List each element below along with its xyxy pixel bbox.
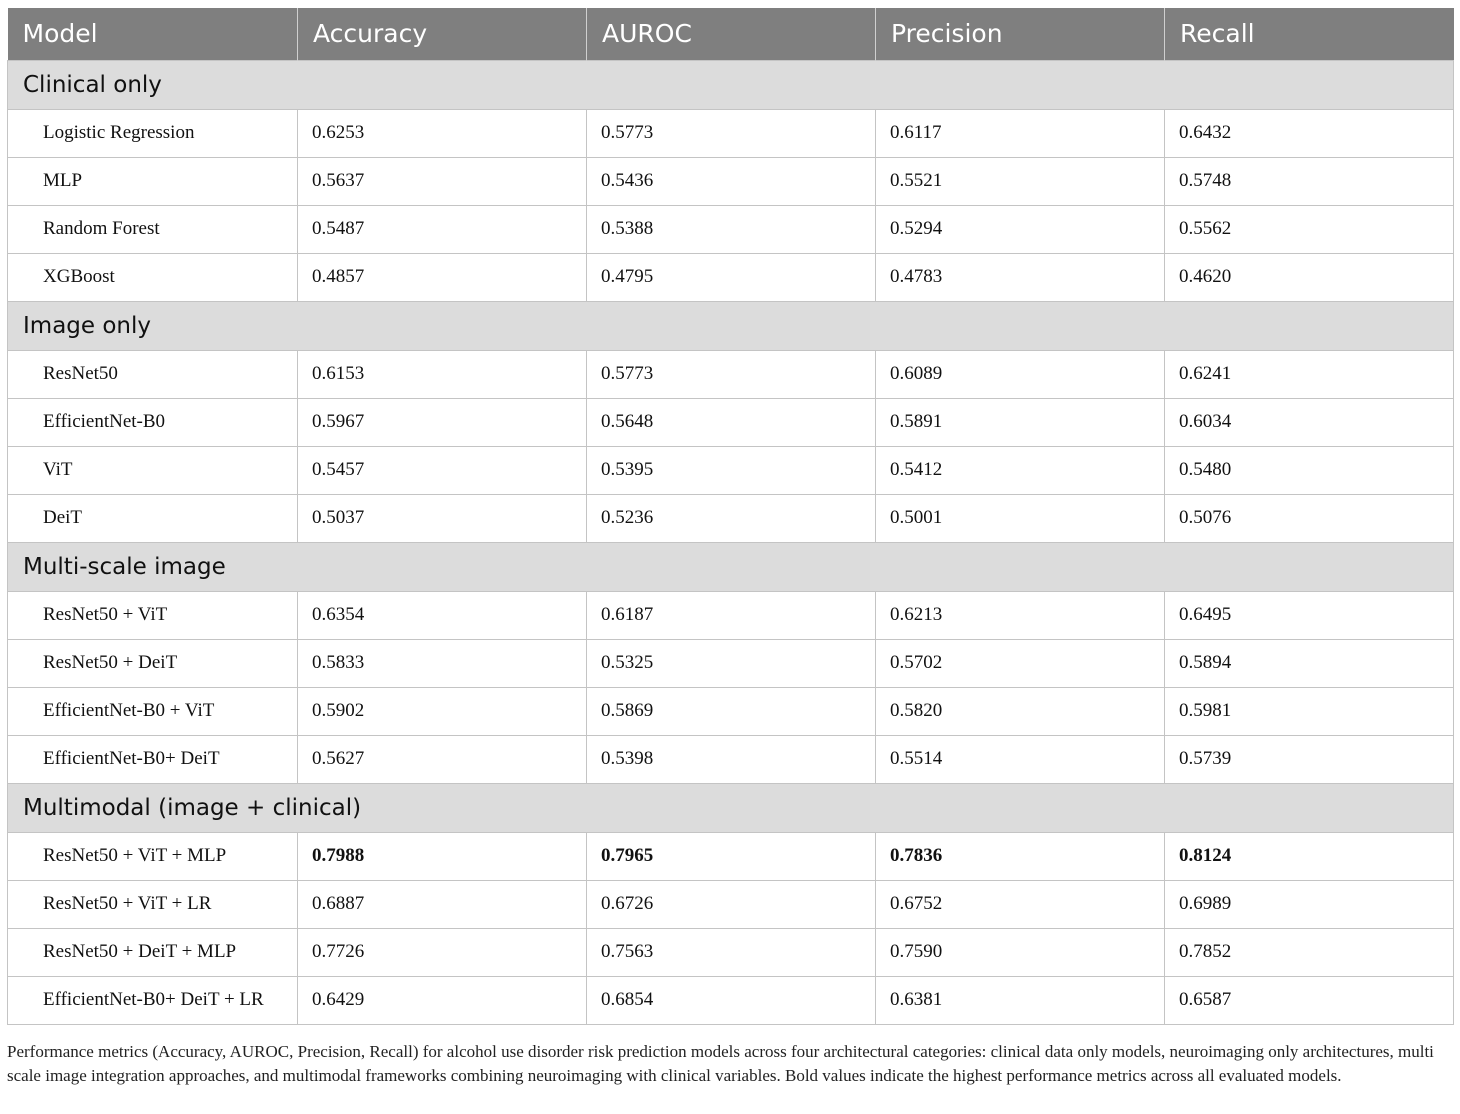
recall-cell: 0.6432 [1165, 109, 1454, 157]
group-row [8, 60, 1454, 109]
auroc-cell: 0.5773 [587, 350, 876, 398]
auroc-cell: 0.6726 [587, 880, 876, 928]
accuracy-cell: 0.5967 [298, 398, 587, 446]
accuracy-cell: 0.6354 [298, 591, 587, 639]
recall-cell: 0.5076 [1165, 494, 1454, 542]
group-label: Image only [8, 301, 1454, 350]
model-name-cell: ResNet50 + DeiT [8, 639, 298, 687]
auroc-cell: 0.5395 [587, 446, 876, 494]
model-name-cell: Random Forest [8, 205, 298, 253]
model-name-cell: EfficientNet-B0 [8, 398, 298, 446]
auroc-cell: 0.7965 [587, 832, 876, 880]
model-name-cell: ResNet50 [8, 350, 298, 398]
table-row [8, 591, 1454, 639]
auroc-cell: 0.5648 [587, 398, 876, 446]
precision-cell: 0.5412 [876, 446, 1165, 494]
precision-cell: 0.6213 [876, 591, 1165, 639]
recall-cell: 0.7852 [1165, 928, 1454, 976]
group-label: Clinical only [8, 60, 1454, 109]
table-row [8, 976, 1454, 1024]
accuracy-cell: 0.7988 [298, 832, 587, 880]
model-name-cell: MLP [8, 157, 298, 205]
recall-cell: 0.6495 [1165, 591, 1454, 639]
precision-cell: 0.5514 [876, 735, 1165, 783]
table-header [8, 8, 1454, 60]
accuracy-cell: 0.5637 [298, 157, 587, 205]
table-row [8, 350, 1454, 398]
accuracy-cell: 0.7726 [298, 928, 587, 976]
table-row [8, 639, 1454, 687]
model-name-cell: EfficientNet-B0+ DeiT [8, 735, 298, 783]
model-name-cell: ResNet50 + ViT [8, 591, 298, 639]
precision-cell: 0.7836 [876, 832, 1165, 880]
auroc-cell: 0.6187 [587, 591, 876, 639]
auroc-cell: 0.5436 [587, 157, 876, 205]
auroc-cell: 0.5869 [587, 687, 876, 735]
accuracy-cell: 0.5627 [298, 735, 587, 783]
accuracy-cell: 0.6253 [298, 109, 587, 157]
group-row [8, 301, 1454, 350]
column-header-auroc: AUROC [587, 8, 876, 60]
precision-cell: 0.5294 [876, 205, 1165, 253]
precision-cell: 0.6381 [876, 976, 1165, 1024]
table-row [8, 494, 1454, 542]
recall-cell: 0.4620 [1165, 253, 1454, 301]
table-row [8, 832, 1454, 880]
table-row [8, 446, 1454, 494]
accuracy-cell: 0.5902 [298, 687, 587, 735]
accuracy-cell: 0.5037 [298, 494, 587, 542]
precision-cell: 0.5001 [876, 494, 1165, 542]
table-row [8, 109, 1454, 157]
recall-cell: 0.5562 [1165, 205, 1454, 253]
precision-cell: 0.4783 [876, 253, 1165, 301]
accuracy-cell: 0.4857 [298, 253, 587, 301]
precision-cell: 0.6089 [876, 350, 1165, 398]
model-name-cell: Logistic Regression [8, 109, 298, 157]
precision-cell: 0.6752 [876, 880, 1165, 928]
table-row [8, 735, 1454, 783]
auroc-cell: 0.5325 [587, 639, 876, 687]
table-row [8, 157, 1454, 205]
auroc-cell: 0.4795 [587, 253, 876, 301]
recall-cell: 0.6989 [1165, 880, 1454, 928]
recall-cell: 0.8124 [1165, 832, 1454, 880]
table-row [8, 880, 1454, 928]
model-name-cell: DeiT [8, 494, 298, 542]
recall-cell: 0.6241 [1165, 350, 1454, 398]
precision-cell: 0.5820 [876, 687, 1165, 735]
group-row [8, 542, 1454, 591]
recall-cell: 0.5894 [1165, 639, 1454, 687]
recall-cell: 0.5480 [1165, 446, 1454, 494]
precision-cell: 0.5702 [876, 639, 1165, 687]
column-header-precision: Precision [876, 8, 1165, 60]
column-header-model: Model [8, 8, 298, 60]
accuracy-cell: 0.6153 [298, 350, 587, 398]
accuracy-cell: 0.6429 [298, 976, 587, 1024]
group-label: Multi-scale image [8, 542, 1454, 591]
recall-cell: 0.6587 [1165, 976, 1454, 1024]
model-name-cell: EfficientNet-B0+ DeiT + LR [8, 976, 298, 1024]
results-table-container [7, 8, 1453, 1025]
recall-cell: 0.6034 [1165, 398, 1454, 446]
model-name-cell: ResNet50 + ViT + MLP [8, 832, 298, 880]
model-name-cell: EfficientNet-B0 + ViT [8, 687, 298, 735]
table-row [8, 928, 1454, 976]
precision-cell: 0.5521 [876, 157, 1165, 205]
model-name-cell: ViT [8, 446, 298, 494]
model-name-cell: ResNet50 + ViT + LR [8, 880, 298, 928]
table-row [8, 253, 1454, 301]
accuracy-cell: 0.5833 [298, 639, 587, 687]
column-header-accuracy: Accuracy [298, 8, 587, 60]
recall-cell: 0.5748 [1165, 157, 1454, 205]
group-label: Multimodal (image + clinical) [8, 783, 1454, 832]
recall-cell: 0.5981 [1165, 687, 1454, 735]
results-table [7, 8, 1454, 1025]
model-name-cell: ResNet50 + DeiT + MLP [8, 928, 298, 976]
group-row [8, 783, 1454, 832]
auroc-cell: 0.7563 [587, 928, 876, 976]
auroc-cell: 0.5773 [587, 109, 876, 157]
header-row [8, 8, 1454, 60]
auroc-cell: 0.5236 [587, 494, 876, 542]
auroc-cell: 0.5398 [587, 735, 876, 783]
precision-cell: 0.6117 [876, 109, 1165, 157]
precision-cell: 0.5891 [876, 398, 1165, 446]
recall-cell: 0.5739 [1165, 735, 1454, 783]
table-row [8, 687, 1454, 735]
table-caption: Performance metrics (Accuracy, AUROC, Precision, Recall) for alcohol use disorder risk prediction models across four architectural categories: clinical data only models, neuroimaging only architectures, multi scale image integration approaches, and multimodal frameworks combining neuroimaging with clinical variables. Bold values indicate the highest performance metrics across all evaluated models. [7, 1042, 1434, 1085]
column-header-recall: Recall [1165, 8, 1454, 60]
auroc-cell: 0.6854 [587, 976, 876, 1024]
table-body [8, 60, 1454, 1024]
model-name-cell: XGBoost [8, 253, 298, 301]
accuracy-cell: 0.5457 [298, 446, 587, 494]
auroc-cell: 0.5388 [587, 205, 876, 253]
accuracy-cell: 0.5487 [298, 205, 587, 253]
table-row [8, 205, 1454, 253]
table-row [8, 398, 1454, 446]
accuracy-cell: 0.6887 [298, 880, 587, 928]
precision-cell: 0.7590 [876, 928, 1165, 976]
